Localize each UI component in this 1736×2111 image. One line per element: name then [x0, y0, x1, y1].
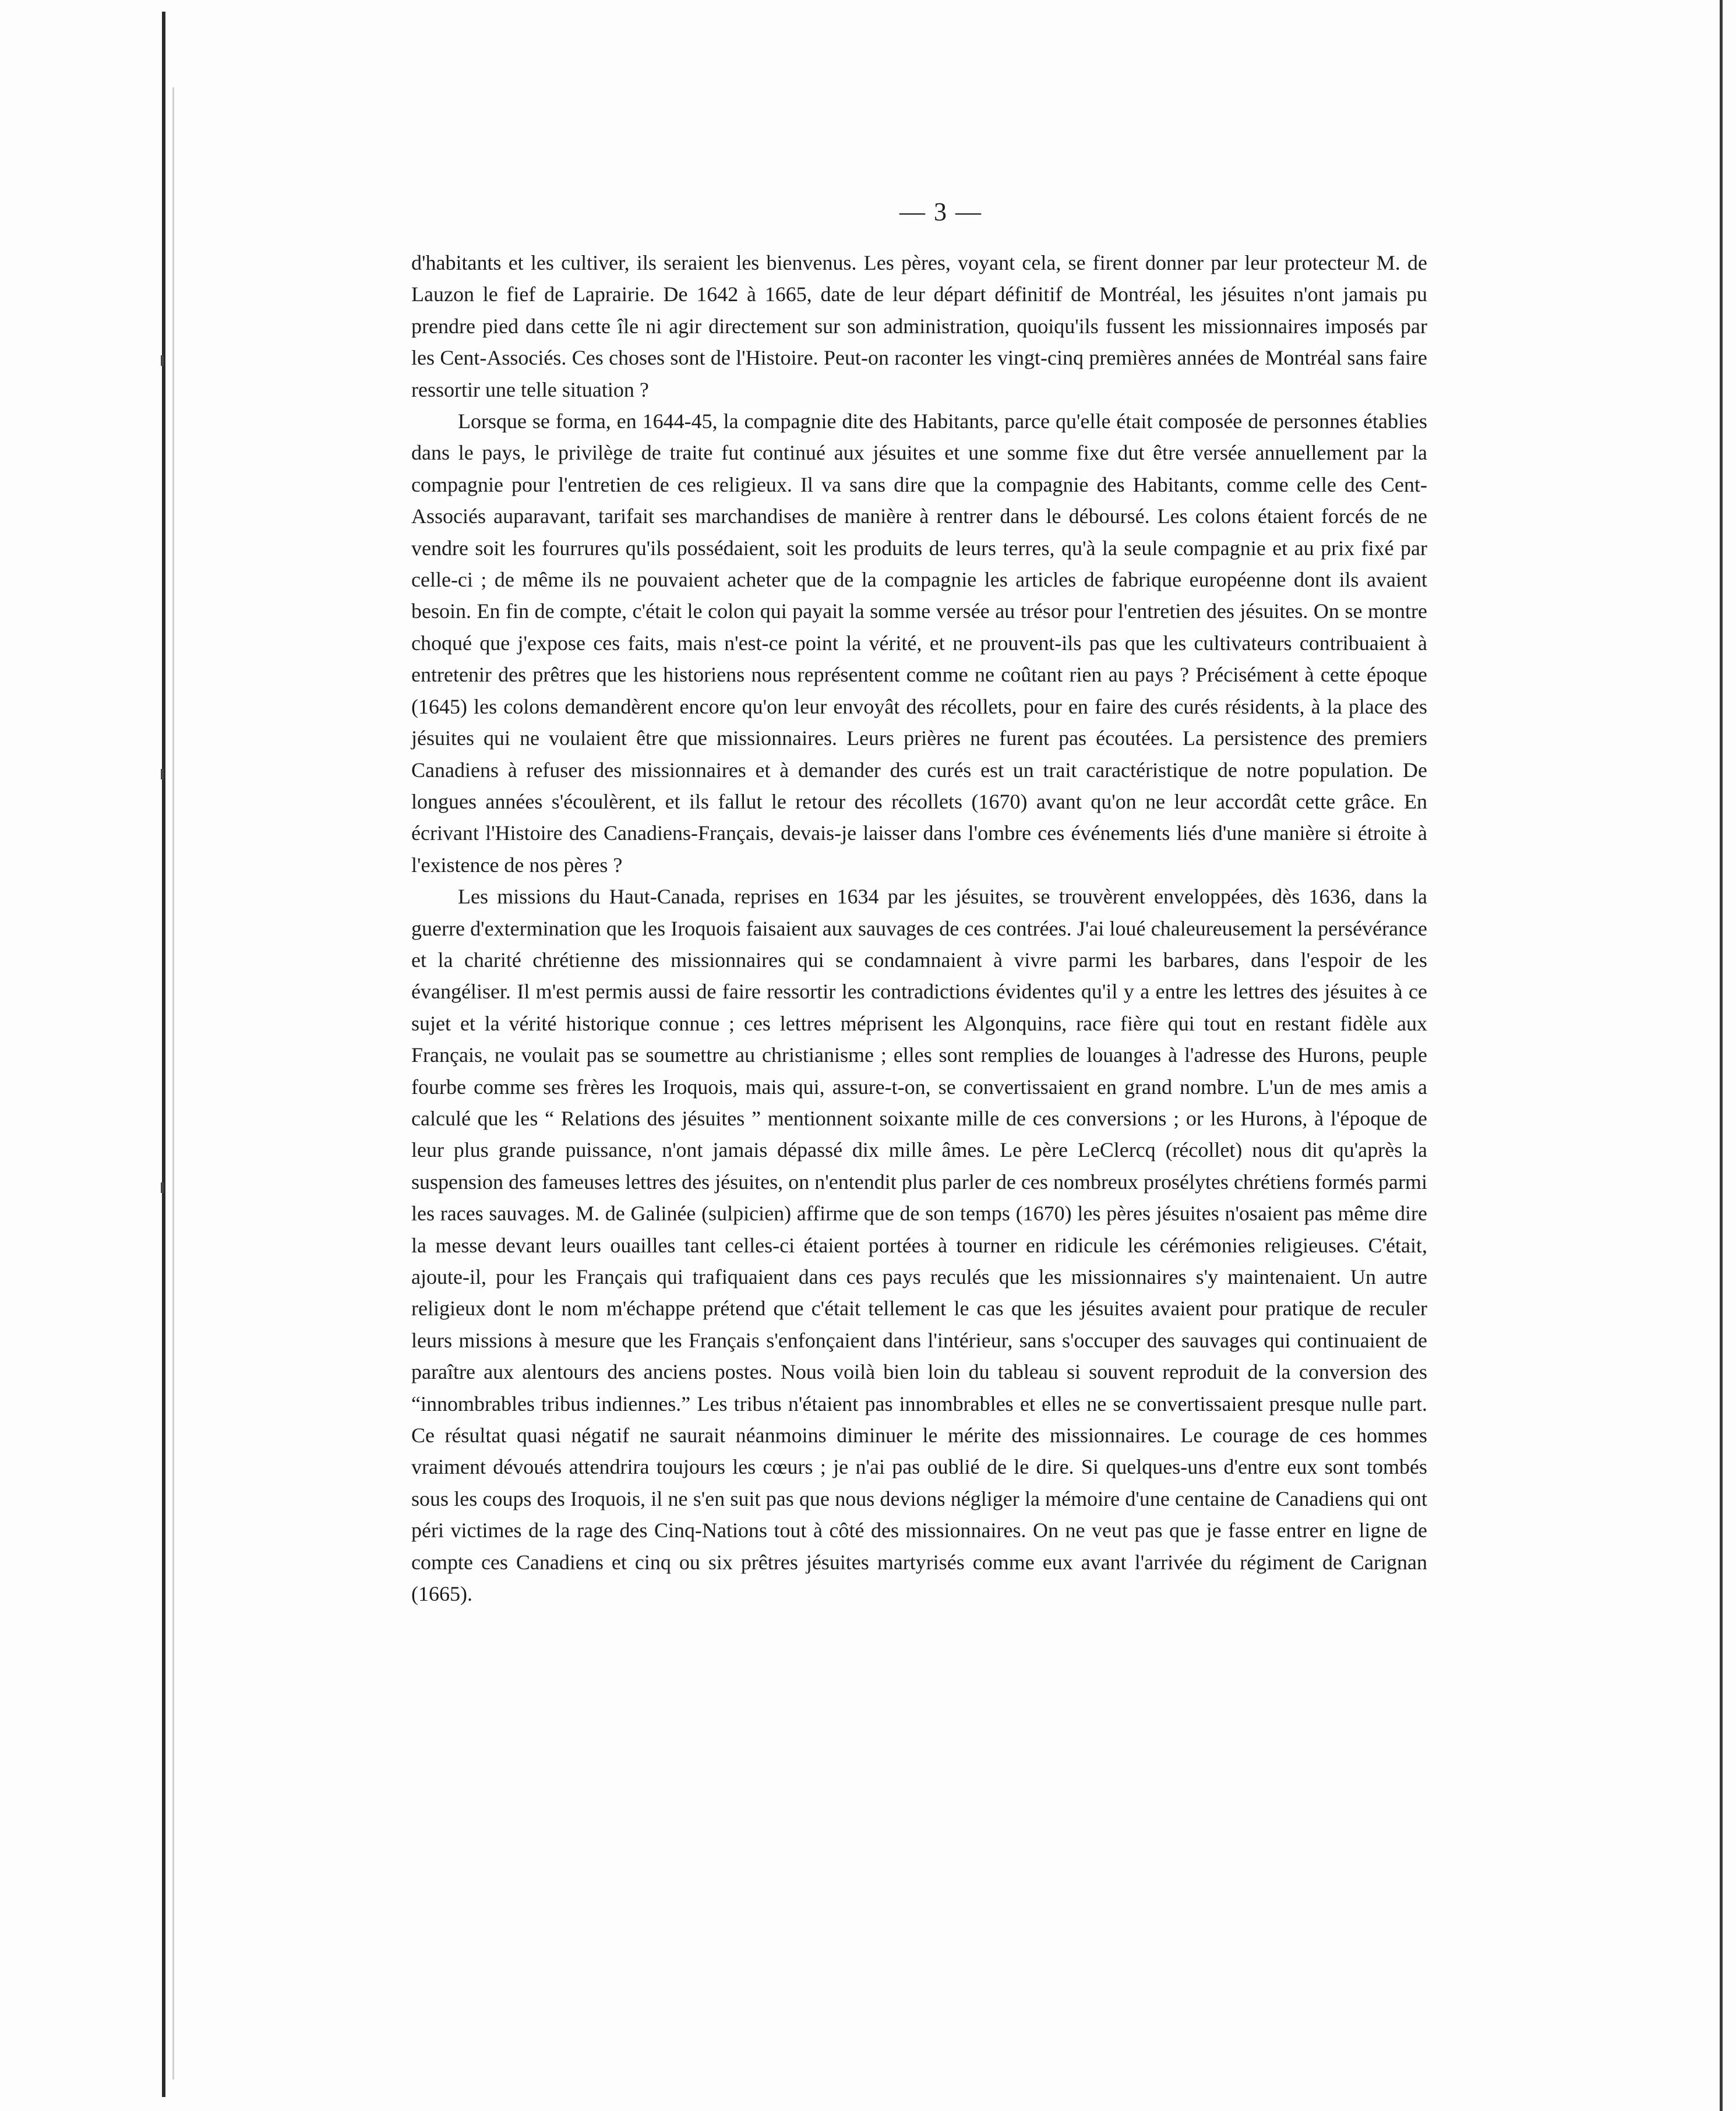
page-number: — 3 —: [899, 197, 982, 226]
paragraph: Les missions du Haut-Canada, reprises en 1634 par les jésuites, se trouvèrent enveloppées, dès 1636, dans la guerre d'extermination que les Iroquois faisaient aux sauvages de ces contrées. J'ai loué chaleureusement la persévérance et la charité chrétienne des missionnaires qui se condamnaient à vivre parmi les barbares, dans l'espoir de les évangéliser. Il m'est permis aussi de faire ressortir les contradictions évidentes qu'il y a entre les lettres des jésuites à ce sujet et la vérité historique connue ; ces lettres méprisent les Algonquins, race fière qui tout en restant fidèle aux Français, ne voulait pas se soumettre au christianisme ; elles sont remplies de louanges à l'adresse des Hurons, peuple fourbe comme ses frères les Iroquois, mais qui, assure-t-on, se convertissaient en grand nombre. L'un de mes amis a calculé que les “ Relations des jésuites ” mentionnent soixante mille de ces conversions ; or les Hurons, à l'époque de leur plus grande puissance, n'ont jamais dépassé dix mille âmes. Le père LeClercq (récollet) nous dit qu'après la suspension des fameuses lettres des jésuites, on n'entendit plus parler de ces nombreux prosélytes chrétiens formés parmi les races sauvages. M. de Galinée (sulpicien) affirme que de son temps (1670) les pères jésuites n'osaient pas même dire la messe devant leurs ouailles tant celles-ci étaient portées à tourner en ridicule les cérémonies religieuses. C'était, ajoute-il, pour les Français qui trafiquaient dans ces pays reculés que les missionnaires s'y maintenaient. Un autre religieux dont le nom m'échappe prétend que c'était tellement le cas que les jésuites avaient pour pratique de reculer leurs missions à mesure que les Français s'enfonçaient dans l'intérieur, sans s'occuper des sauvages qui continuaient de paraître aux alentours des anciens postes. Nous voilà bien loin du tableau si souvent reproduit de la conversion des “innombrables tribus indiennes.” Les tribus n'étaient pas innombrables et elles ne se convertissaient presque nulle part. Ce résultat quasi négatif ne saurait néanmoins diminuer le mérite des missionnaires. Le courage de ces hommes vraiment dévoués attendrira toujours les cœurs ; je n'ai pas oublié de le dire. Si quelques-uns d'entre eux sont tombés sous les coups des Iroquois, il ne s'en suit pas que nous devions négliger la mémoire d'une centaine de Canadiens qui ont péri victimes de la rage des Cinq-Nations tout à côté des missionnaires. On ne veut pas que je fasse entrer en ligne de compte ces Canadiens et cinq ou six prêtres jésuites martyrisés comme eux avant l'arrivée du régiment de Carignan (1665).: [411, 885, 1427, 1606]
margin-mark: [161, 355, 164, 366]
binding-edge: [162, 12, 165, 2097]
page-shadow: [172, 87, 174, 2080]
page-right-edge: [1720, 0, 1723, 2111]
margin-mark: [161, 1182, 164, 1193]
body-text: [411, 247, 1427, 1609]
margin-mark: [161, 769, 164, 779]
paragraph: d'habitants et les cultiver, ils seraient les bienvenus. Les pères, voyant cela, se firent donner par leur protecteur M. de Lauzon le fief de Laprairie. De 1642 à 1665, date de leur départ définitif de Montréal, les jésuites n'ont jamais pu prendre pied dans cette île ni agir directement sur son administration, quoiqu'ils fussent les missionnaires imposés par les Cent-Associés. Ces choses sont de l'Histoire. Peut-on raconter les vingt-cinq premières années de Montréal sans faire ressortir une telle situation ?: [411, 251, 1427, 401]
paragraph: Lorsque se forma, en 1644-45, la compagnie dite des Habitants, parce qu'elle était composée de personnes établies dans le pays, le privilège de traite fut continué aux jésuites et une somme fixe dut être versée annuellement par la compagnie pour l'entretien de ces religieux. Il va sans dire que la compagnie des Habitants, comme celle des Cent-Associés auparavant, tarifait ses marchandises de manière à rentrer dans le déboursé. Les colons étaient forcés de ne vendre soit les fourrures qu'ils possédaient, soit les produits de leurs terres, qu'à la seule compagnie et au prix fixé par celle-ci ; de même ils ne pouvaient acheter que de la compagnie les articles de fabrique européenne dont ils avaient besoin. En fin de compte, c'était le colon qui payait la somme versée au trésor pour l'entretien des jésuites. On se montre choqué que j'expose ces faits, mais n'est-ce point la vérité, et ne prouvent-ils pas que les cultivateurs contribuaient à entretenir des prêtres que les historiens nous représentent comme ne coûtant rien au pays ? Précisément à cette époque (1645) les colons demandèrent encore qu'on leur envoyât des récollets, pour en faire des curés résidents, à la place des jésuites qui ne voulaient être que missionnaires. Leurs prières ne furent pas écoutées. La persistence des premiers Canadiens à refuser des missionnaires et à demander des curés est un trait caractéristique de notre population. De longues années s'écoulèrent, et ils fallut le retour des récollets (1670) avant qu'on ne leur accordât cette grâce. En écrivant l'Histoire des Canadiens-Français, devais-je laisser dans l'ombre ces événements liés d'une manière si étroite à l'existence de nos pères ?: [411, 410, 1427, 877]
